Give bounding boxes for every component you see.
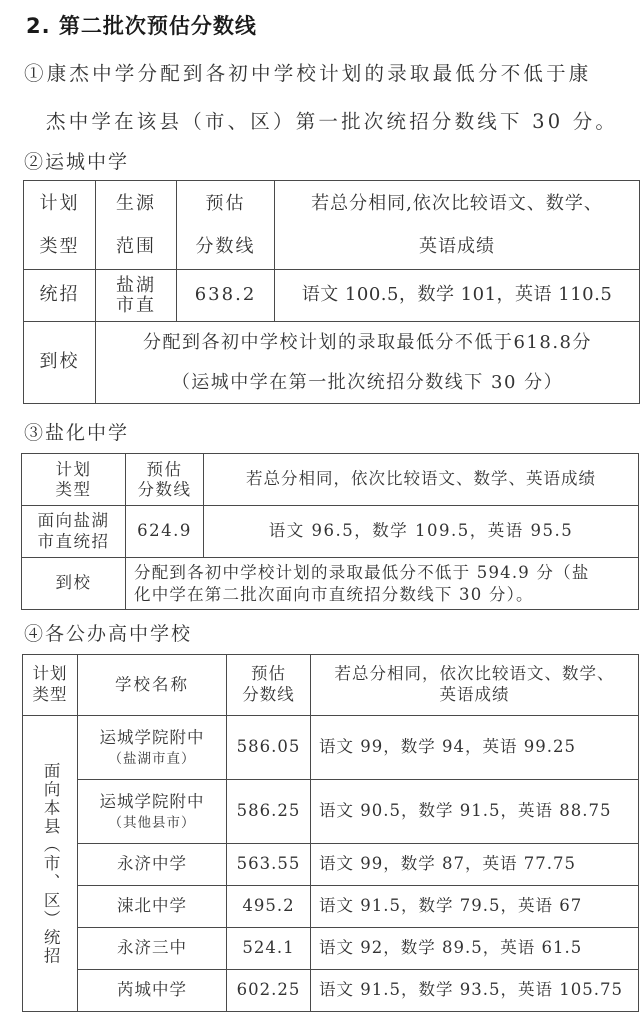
header-tiebreak <box>311 655 639 716</box>
allocation-text: （运城中学在第一批次统招分数线下 30 分） <box>171 371 564 393</box>
score-cell: 638.2 <box>177 270 275 322</box>
allocation-cell <box>126 558 639 610</box>
school-note: （盐湖市直） <box>108 750 196 767</box>
table-row <box>23 886 639 928</box>
allocation-text: 分配到各初中学校计划的录取最低分不低于618.8分 <box>142 331 593 353</box>
score-cell: 495.2 <box>227 886 311 928</box>
school-name: 运城学院附中 <box>99 792 205 812</box>
table-row <box>23 970 639 1012</box>
source-text: 盐湖 <box>116 274 156 296</box>
header-text: 计划 <box>32 664 68 684</box>
tiebreak-cell: 语文 90.5，数学 91.5，英语 88.75 <box>311 780 639 844</box>
public-schools-title: ④各公办高中学校 <box>24 623 193 645</box>
table-row <box>24 270 640 322</box>
source-cell <box>96 270 177 322</box>
header-text: 预估 <box>251 664 286 684</box>
yuncheng-title: ②运城中学 <box>24 151 130 173</box>
header-tiebreak: 若总分相同，依次比较语文、数学、英语成绩 <box>204 454 639 506</box>
tiebreak-cell: 语文 92，数学 89.5，英语 61.5 <box>311 928 639 970</box>
tiebreak-cell: 语文 91.5，数学 79.5，英语 67 <box>311 886 639 928</box>
school-cell <box>78 716 227 780</box>
header-text: 类型 <box>32 685 68 704</box>
yanhua-table <box>21 453 639 610</box>
header-plan-type <box>24 181 96 270</box>
score-cell: 624.9 <box>126 506 204 558</box>
header-text: 分数线 <box>137 479 192 499</box>
table-row <box>22 506 639 558</box>
tiebreak-cell: 语文 96.5，数学 109.5，英语 95.5 <box>204 506 639 558</box>
header-text: 预估 <box>146 459 183 479</box>
header-text: 分数线 <box>195 236 256 257</box>
group-label: 面向本县（市、区）统招 <box>41 761 61 966</box>
score-cell: 524.1 <box>227 928 311 970</box>
plan-type-text: 市直统招 <box>37 531 110 551</box>
school-note: （其他县市） <box>108 814 196 831</box>
group-label-cell <box>23 716 78 1012</box>
plan-type-text: 面向盐湖 <box>37 510 110 530</box>
header-text: 分数线 <box>242 685 295 704</box>
header-text: 若总分相同，依次比较语文、数学、 <box>334 664 615 684</box>
public-schools-table <box>22 654 639 1012</box>
header-text: 范围 <box>116 236 156 257</box>
header-text: 英语成绩 <box>439 685 510 704</box>
school-cell: 涑北中学 <box>78 886 227 928</box>
header-row <box>23 655 639 716</box>
yanhua-title: ③盐化中学 <box>24 422 130 444</box>
header-plan-type <box>22 454 126 506</box>
header-text: 类型 <box>55 479 92 499</box>
table-row <box>23 716 639 780</box>
header-row <box>22 454 639 506</box>
header-school: 学校名称 <box>78 655 227 716</box>
header-row <box>24 181 640 270</box>
plan-type-cell: 统招 <box>24 270 96 322</box>
school-cell: 永济中学 <box>78 844 227 886</box>
tiebreak-cell: 语文 99，数学 94，英语 99.25 <box>311 716 639 780</box>
source-text: 市直 <box>116 294 156 316</box>
header-text: 生源 <box>116 192 156 214</box>
header-text: 若总分相同,依次比较语文、数学、 <box>311 192 603 214</box>
school-cell: 永济三中 <box>78 928 227 970</box>
header-text: 预估 <box>205 192 246 214</box>
tiebreak-cell: 语文 100.5，数学 101，英语 110.5 <box>275 270 640 322</box>
header-text: 类型 <box>39 236 80 257</box>
table-row <box>23 928 639 970</box>
header-text: 计划 <box>55 459 92 479</box>
intro-line-2: 杰中学在该县（市、区）第一批次统招分数线下 30 分。 <box>46 110 619 133</box>
table-row <box>23 780 639 844</box>
section-heading: 2. 第二批次预估分数线 <box>26 14 257 38</box>
plan-type-cell <box>22 506 126 558</box>
allocation-text: 分配到各初中学校计划的录取最低分不低于 594.9 分（盐 <box>134 563 590 583</box>
tiebreak-cell: 语文 99，数学 87，英语 77.75 <box>311 844 639 886</box>
yuncheng-table <box>23 180 640 404</box>
school-cell: 芮城中学 <box>78 970 227 1012</box>
plan-type-cell: 到校 <box>24 322 96 404</box>
table-row <box>24 322 640 404</box>
allocation-cell <box>96 322 640 404</box>
table-row <box>23 844 639 886</box>
score-cell: 586.05 <box>227 716 311 780</box>
allocation-text: 化中学在第二批次面向市直统招分数线下 30 分）。 <box>134 584 534 604</box>
header-plan-type <box>23 655 78 716</box>
school-name: 运城学院附中 <box>99 728 205 748</box>
tiebreak-cell: 语文 91.5，数学 93.5，英语 105.75 <box>311 970 639 1012</box>
header-text: 英语成绩 <box>419 236 495 257</box>
header-score <box>227 655 311 716</box>
table-row <box>22 558 639 610</box>
header-text: 计划 <box>39 192 80 214</box>
header-score <box>177 181 275 270</box>
intro-line-1: ①康杰中学分配到各初中学校计划的录取最低分不低于康 <box>24 62 592 85</box>
score-cell: 563.55 <box>227 844 311 886</box>
plan-type-cell: 到校 <box>22 558 126 610</box>
header-source <box>96 181 177 270</box>
header-tiebreak <box>275 181 640 270</box>
score-cell: 586.25 <box>227 780 311 844</box>
header-score <box>126 454 204 506</box>
school-cell <box>78 780 227 844</box>
score-cell: 602.25 <box>227 970 311 1012</box>
